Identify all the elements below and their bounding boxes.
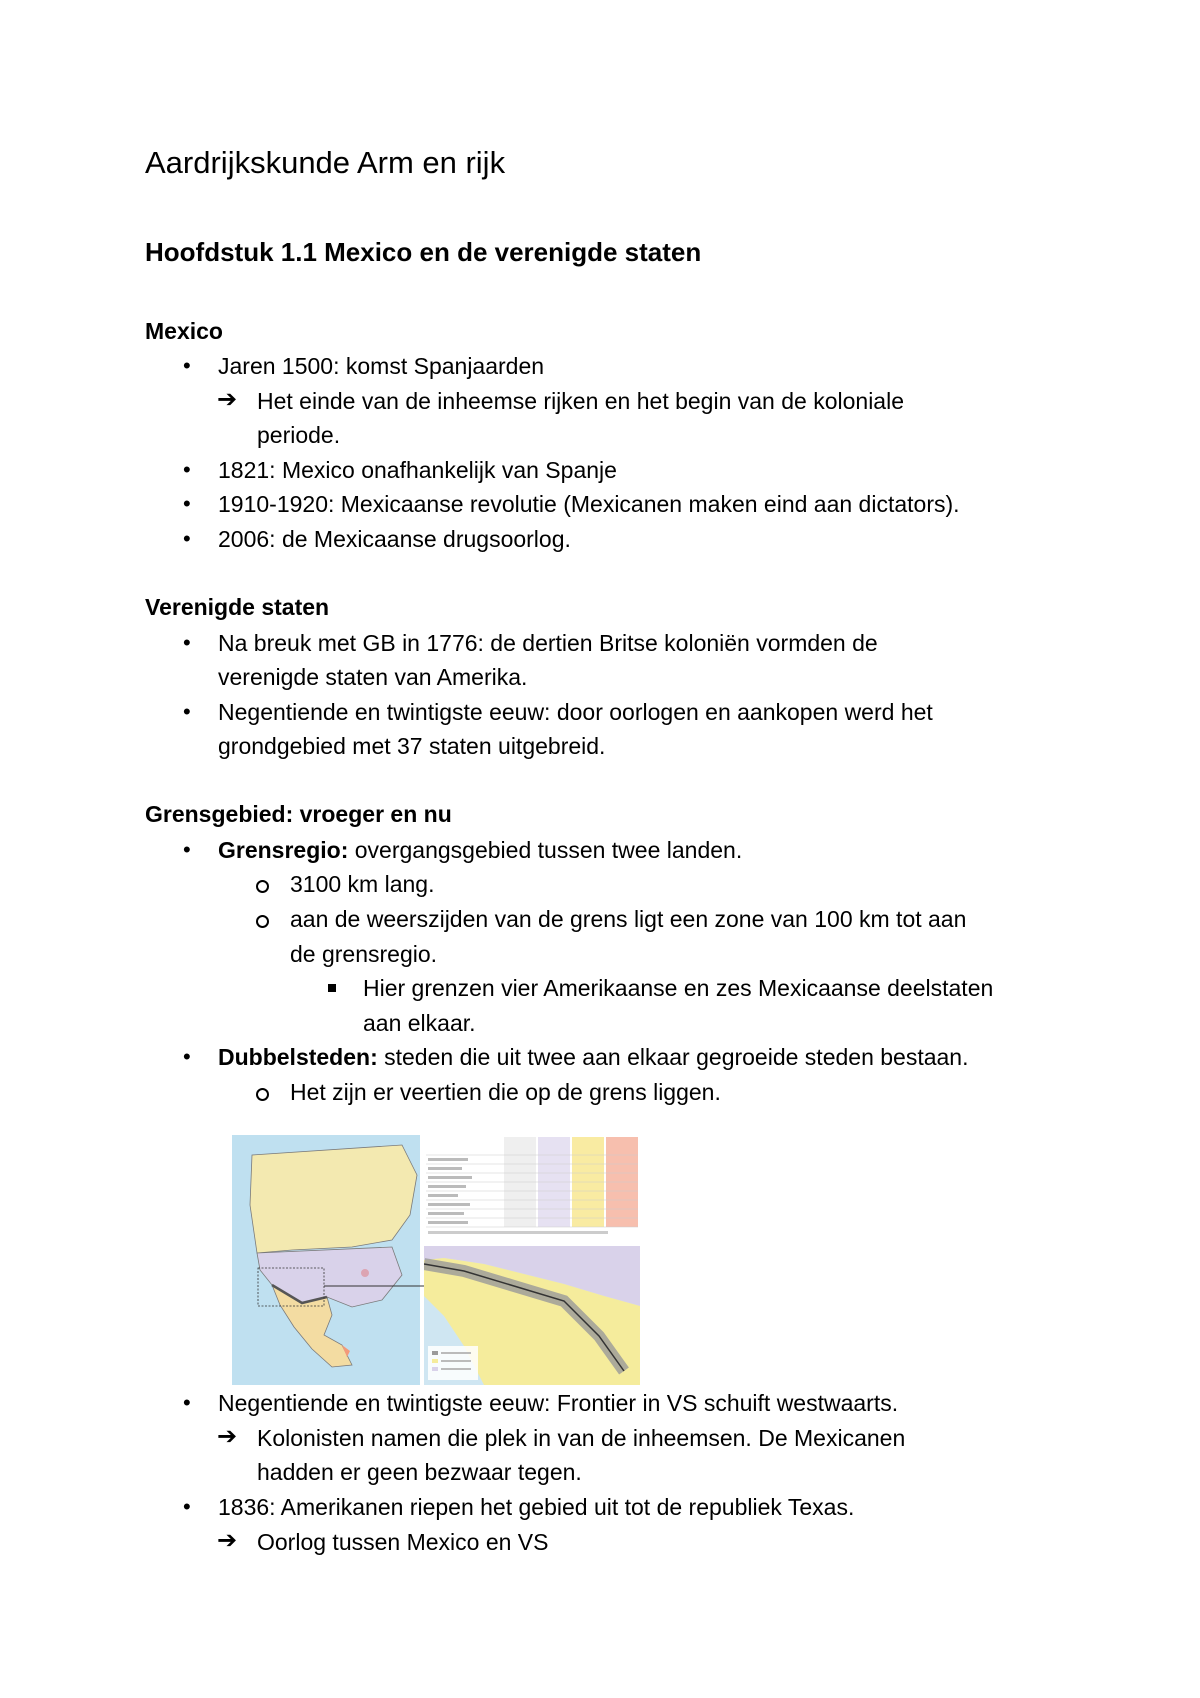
term-dubbelsteden: Dubbelsteden: bbox=[218, 1044, 378, 1070]
circle-bullet-icon bbox=[256, 1088, 269, 1101]
list-item: Oorlog tussen Mexico en VS bbox=[257, 1529, 549, 1555]
bullet-icon: • bbox=[183, 630, 191, 655]
bullet-icon: • bbox=[183, 837, 191, 862]
border-region-map-drawing bbox=[424, 1246, 640, 1385]
section-heading-vs: Verenigde staten bbox=[145, 594, 330, 620]
list-item: Na breuk met GB in 1776: de dertien Britse koloniën vormden de bbox=[218, 630, 878, 656]
document-title: Aardrijkskunde Arm en rijk bbox=[145, 145, 506, 180]
bullet-icon: • bbox=[183, 699, 191, 724]
list-item: Het zijn er veertien die op de grens liggen. bbox=[290, 1079, 721, 1105]
list-item: verenigde staten van Amerika. bbox=[218, 664, 528, 690]
term-definition: steden die uit twee aan elkaar gegroeide steden bestaan. bbox=[377, 1044, 969, 1070]
list-item: 1910-1920: Mexicaanse revolutie (Mexicanen maken eind aan dictators). bbox=[218, 491, 960, 517]
bullet-icon: • bbox=[183, 491, 191, 516]
list-item: 1836: Amerikanen riepen het gebied uit tot de republiek Texas. bbox=[218, 1494, 855, 1520]
border-region-map bbox=[424, 1246, 640, 1385]
term-definition: overgangsgebied tussen twee landen. bbox=[348, 837, 743, 863]
bullet-icon: • bbox=[183, 1390, 191, 1415]
list-item: Negentiende en twintigste eeuw: door oorlogen en aankopen werd het bbox=[218, 699, 933, 725]
list-item: periode. bbox=[257, 422, 341, 448]
list-item: Het einde van de inheemse rijken en het begin van de koloniale bbox=[257, 388, 904, 414]
list-item: Jaren 1500: komst Spanjaarden bbox=[218, 353, 545, 379]
north-america-map bbox=[232, 1135, 420, 1385]
square-bullet-icon bbox=[328, 984, 336, 992]
bullet-icon: • bbox=[183, 1494, 191, 1519]
list-item bbox=[218, 1043, 969, 1071]
list-item bbox=[218, 836, 742, 864]
list-item: Hier grenzen vier Amerikaanse en zes Mexicaanse deelstaten bbox=[363, 975, 994, 1001]
list-item: hadden er geen bezwaar tegen. bbox=[257, 1459, 582, 1485]
bullet-icon: • bbox=[183, 353, 191, 378]
border-region-figure bbox=[232, 1135, 640, 1385]
bullet-icon: • bbox=[183, 457, 191, 482]
bullet-icon: • bbox=[183, 1044, 191, 1069]
country-comparison-table bbox=[424, 1135, 640, 1239]
arrow-right-icon: ➔ bbox=[217, 386, 238, 413]
list-item: aan elkaar. bbox=[363, 1010, 476, 1036]
list-item: Kolonisten namen die plek in van de inheemsen. De Mexicanen bbox=[257, 1425, 906, 1451]
circle-bullet-icon bbox=[256, 915, 269, 928]
bullet-icon: • bbox=[183, 526, 191, 551]
list-item: grondgebied met 37 staten uitgebreid. bbox=[218, 733, 606, 759]
arrow-right-icon: ➔ bbox=[217, 1423, 238, 1450]
circle-bullet-icon bbox=[256, 880, 269, 893]
section-heading-mexico: Mexico bbox=[145, 318, 223, 344]
chapter-heading: Hoofdstuk 1.1 Mexico en de verenigde staten bbox=[145, 237, 702, 267]
list-item: aan de weerszijden van de grens ligt een zone van 100 km tot aan bbox=[290, 906, 967, 932]
section-heading-grensgebied: Grensgebied: vroeger en nu bbox=[145, 801, 452, 827]
list-item: 3100 km lang. bbox=[290, 871, 435, 897]
arrow-right-icon: ➔ bbox=[217, 1527, 238, 1554]
term-grensregio: Grensregio: bbox=[218, 837, 349, 863]
list-item: de grensregio. bbox=[290, 941, 438, 967]
list-item: Negentiende en twintigste eeuw: Frontier in VS schuift westwaarts. bbox=[218, 1390, 899, 1416]
connector-line bbox=[322, 1285, 427, 1345]
list-item: 2006: de Mexicaanse drugsoorlog. bbox=[218, 526, 571, 552]
country-comparison-table-drawing bbox=[424, 1135, 640, 1239]
list-item: 1821: Mexico onafhankelijk van Spanje bbox=[218, 457, 617, 483]
north-america-map-drawing bbox=[232, 1135, 420, 1385]
